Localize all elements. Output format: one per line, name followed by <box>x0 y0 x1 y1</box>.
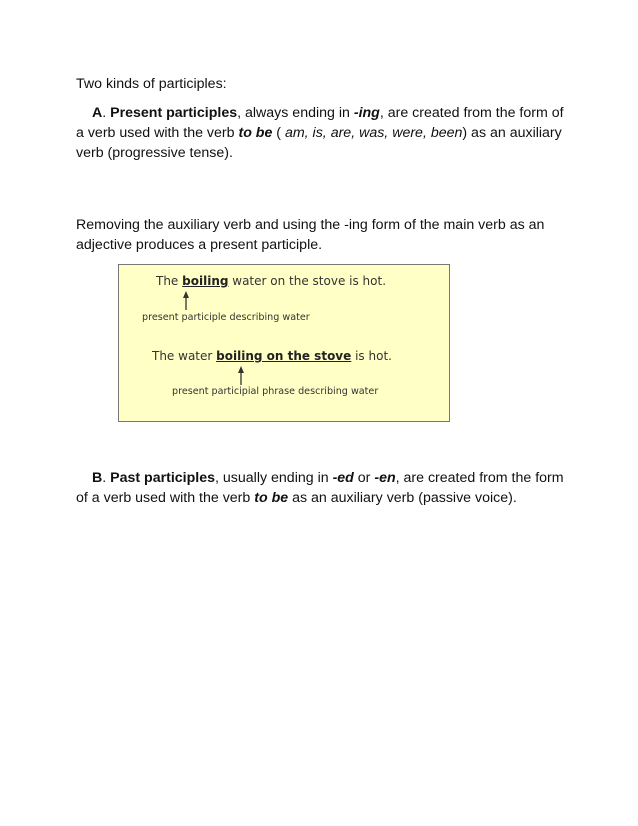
removing-paragraph: Removing the auxiliary verb and using the -ing form of the main verb as an adjective produces a present participle. <box>76 217 545 253</box>
section-b-letter: B <box>92 470 103 486</box>
section-a-to-be: to be <box>238 125 273 141</box>
section-a-text1: , always ending in <box>237 105 354 121</box>
arrow-up-icon <box>235 366 247 386</box>
section-b-suffix-en: -en <box>374 470 396 486</box>
section-b-heading: Past participles <box>110 470 216 486</box>
intro-title: Two kinds of participles: <box>76 76 227 92</box>
section-a-text4: ) as an auxiliary verb (progressive tense). <box>76 125 562 161</box>
section-b-text2: or <box>353 470 375 486</box>
present-participial-phrase: boiling on the stove <box>216 349 352 363</box>
section-a-forms: am, is, are, was, were, been <box>284 125 463 141</box>
section-b-text1: , usually ending in <box>215 470 333 486</box>
section-b-paragraph: B. Past participles, usually ending in -ed or -en, are created from the form of a verb used with the verb to be as an auxiliary verb (passive voice). <box>76 470 564 506</box>
section-a-heading: Present participles <box>110 105 238 121</box>
section-a-letter: A <box>92 105 103 121</box>
section-a-text2: , are created from the form of a verb used with the verb <box>76 105 564 141</box>
example-label-1: present participle describing water <box>142 312 310 323</box>
arrow-up-icon <box>180 291 192 311</box>
section-a-suffix: -ing <box>353 105 380 121</box>
section-b-text4: as an auxiliary verb (passive voice). <box>288 490 517 506</box>
present-participle-word: boiling <box>182 274 229 288</box>
section-a-paragraph: A. Present participles, always ending in -ing, are created from the form of a verb used with the verb to be ( am, is, are, was, were, been) as an auxiliary verb (progressive tense). <box>76 105 564 161</box>
example-label-2: present participial phrase describing water <box>172 386 379 397</box>
example-sentence-2: The water boiling on the stove is hot. <box>152 349 392 363</box>
section-b-to-be: to be <box>254 490 289 506</box>
section-b-suffix-ed: -ed <box>332 470 354 486</box>
section-a-text3: ( <box>272 125 285 141</box>
example-sentence-1: The boiling water on the stove is hot. <box>156 274 387 288</box>
section-b-text3: , are created from the form of a verb used with the verb <box>76 470 564 506</box>
example-figure <box>118 264 450 422</box>
